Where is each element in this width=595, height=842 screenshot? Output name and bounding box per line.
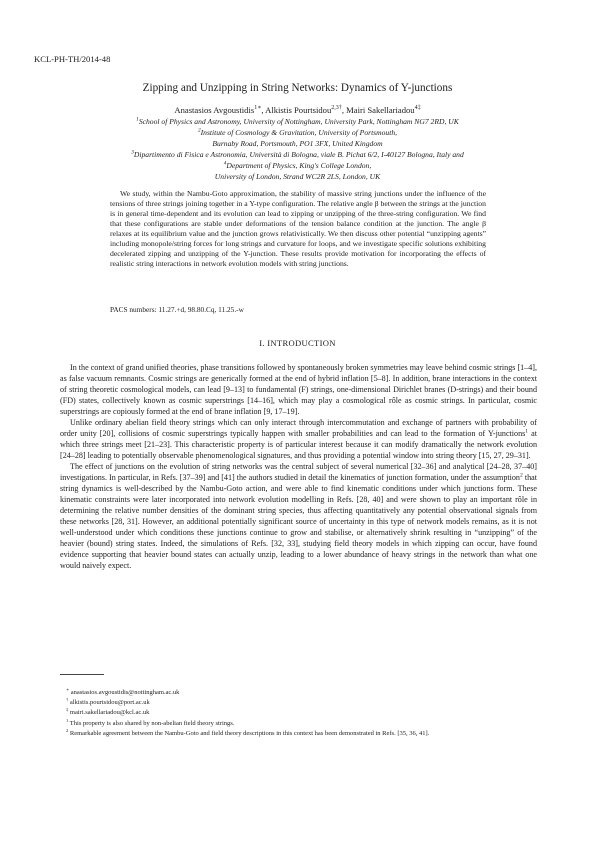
affiliation-line <box>40 161 555 171</box>
footnote <box>60 708 537 718</box>
affiliation-mark: 3 <box>131 149 134 156</box>
affiliation-mark: 4 <box>223 160 227 167</box>
author-mark: 2,3† <box>331 105 342 112</box>
paragraph: Unlike ordinary abelian field theory strings which can only interact through intercommutation and exchange of partners with probability of order unity [20], collisions of cosmic superstrings typically happen with smaller probabilities and can lead to the formation of Y-junctions$^1$ at which three strings meet [21–23]. This characteristic property is of particular interest because it can modify dramatically the network evolution [24–28] leading to potentially observable phenomenological signatures, and thus providing a potential window into string theory [15, 27, 29–31]. <box>60 418 537 460</box>
footnotes <box>60 688 537 739</box>
footnote-mark: † <box>66 697 69 703</box>
abstract: We study, within the Nambu-Goto approximation, the stability of massive string junctions under the influence of the tensions of three strings joining together in a Y-type configuration. The relative angle β between the strings at the junction is in general time-dependent and its evolution can lead to zipping or unzipping of the three-string configuration. We find that these configurations are stable under deformations of the tension balance condition at the junction. The angle β relaxes at its equilibrium value and the junction grows relativistically. We then discuss other potential “unzipping agents” including monopole/string forces for long strings and curvature for loops, and we investigate specific solutions exhibiting decelerated zipping and unzipping of the Y-junction. These results provide motivation for incorporating the effects of realistic string interactions in network evolution models with string junctions. <box>110 189 486 268</box>
footnote <box>60 698 537 708</box>
affiliation-mark: 1 <box>136 116 139 123</box>
affiliation-line <box>40 128 555 138</box>
paragraph: In the context of grand unified theories, phase transitions followed by spontaneously broken symmetries may leave behind cosmic strings [1–4], as false vacuum remnants. Cosmic strings are generically formed at the end of hybrid inflation [5–8]. In addition, brane interactions in the context of string theoretic cosmological models, can lead [9–13] to fundamental (F) strings, one-dimensional Dirichlet branes (D-strings) and their bound (FD) states, collectively known as cosmic superstrings [14–16], which may play a cosmological rôle as cosmic strings. In particular, cosmic superstrings are copiously formed at the end of brane inflation [9, 17–19]. <box>60 363 537 416</box>
affiliation-text: Dipartimento di Fisica e Astronomia, Università di Bologna, viale B. Pichat 6/2, I-40127 Bologna, Italy and <box>133 150 464 159</box>
footnote-mark: 2 <box>66 727 69 733</box>
affiliation-text: Burnaby Road, Portsmouth, PO1 3FX, United Kingdom <box>212 139 383 148</box>
affiliation-text: Institute of Cosmology & Gravitation, University of Portsmouth, <box>200 128 398 137</box>
affiliation-line <box>40 150 555 160</box>
footnote <box>60 719 537 729</box>
introduction-body <box>60 362 537 571</box>
email-link[interactable]: anastasios.avgoustidis@nottingham.ac.uk <box>70 689 180 696</box>
affiliation-text: University of London, Strand WC2R 2LS, London, UK <box>214 172 381 181</box>
footnote-text: Remarkable agreement between the Nambu-Goto and field theory descriptions in this context has been demonstrated in Refs. [35, 36, 41]. <box>69 729 430 737</box>
affiliation-line <box>40 139 555 149</box>
author-name: Mairi Sakellariadou <box>346 105 415 115</box>
preprint-number: KCL-PH-TH/2014-48 <box>34 54 111 64</box>
author-name: Anastasios Avgoustidis <box>174 105 255 115</box>
affiliation-line <box>40 117 555 127</box>
paragraph: The effect of junctions on the evolution of string networks was the central subject of several numerical [32–36] and analytical [24–28, 37–40] investigations. In particular, in Refs. [37–39] and [41] the authors studied in detail the kinematics of junction formation, under the assumption$^2$ that string dynamics is well-described by the Nambu-Goto action, and were able to find kinematic conditions under which junctions form. These kinematic constraints were later incorporated into network evolution modelling in Refs. [28, 40] and were shown to play an important rôle in determining the relative number densities of the dominant string species, thus affecting quantitatively any potential observational signals from these networks [28, 31]. However, an additional potentially significant source of uncertainty in this type of network models remains, as it is not well-understood under which conditions these junctions continue to grow and stabilise, or alternatively shrink resulting in “unzipping” of the heavier (bound) string states. Indeed, the simulations of Refs. [32, 33], studying field theory models in which zipping can occur, have found evidence supporting that heavier bound states can actually unzip, leading to a lower abundance of heavy strings in the network than what one would naively expect. <box>60 462 537 570</box>
footnote-ref[interactable]: 2 <box>519 472 523 479</box>
footnote <box>60 688 537 698</box>
email-link[interactable]: mairi.sakellariadou@kcl.ac.uk <box>69 709 150 717</box>
affiliation-text: Department of Physics, King's College London, <box>226 161 372 170</box>
footnote-mark: 1 <box>66 717 69 723</box>
author-name: Alkistis Pourtsidou <box>265 105 332 115</box>
email-link[interactable]: alkistis.pourtsidou@port.ac.uk <box>69 699 150 707</box>
affiliation-line <box>40 172 555 182</box>
author-mark: 1∗ <box>254 105 262 112</box>
footnote-text: This property is also shared by non-abelian field theory strings. <box>69 719 235 727</box>
footnote <box>60 729 537 739</box>
paper-title: Zipping and Unzipping in String Networks: Dynamics of Y-junctions <box>142 82 453 94</box>
footnote-mark: ∗ <box>66 686 70 692</box>
section-heading: I. INTRODUCTION <box>259 338 336 348</box>
author-mark: 4‡ <box>414 105 421 112</box>
footnote-mark: ‡ <box>66 707 69 713</box>
pacs-numbers: PACS numbers: 11.27.+d, 98.80.Cq, 11.25.-w <box>110 305 244 314</box>
footnote-ref[interactable]: 1 <box>525 428 529 435</box>
author-list: Anastasios Avgoustidis$^{1∗}$, Alkistis Pourtsidou$^{2,3\dagger}$, Mairi Sakellariadou$^{4\ddagger}$ <box>174 105 421 115</box>
affiliation-mark: 2 <box>197 127 201 134</box>
affiliation-text: School of Physics and Astronomy, University of Nottingham, University Park, Nottingham NG7 2RD, UK <box>138 117 459 126</box>
footnote-rule <box>60 674 104 675</box>
